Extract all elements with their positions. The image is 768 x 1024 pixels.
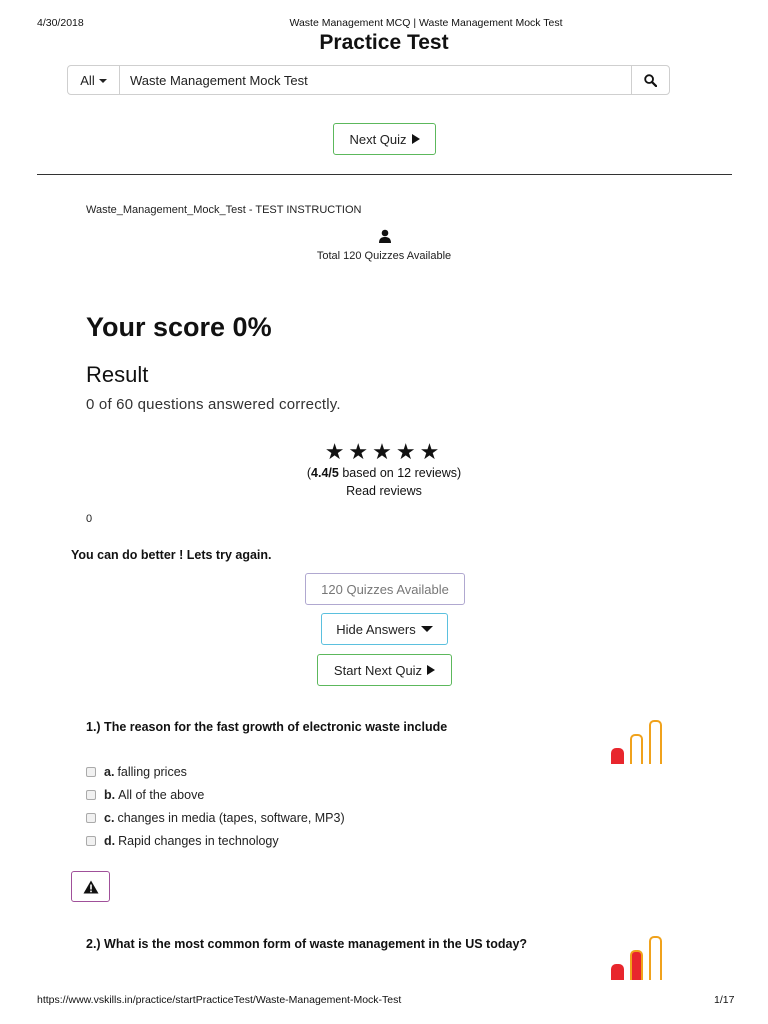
option-letter: b. — [104, 788, 116, 802]
result-heading: Result — [86, 362, 149, 387]
rating-value: 4.4/5 — [311, 466, 339, 480]
start-next-quiz-button[interactable] — [317, 654, 452, 686]
rating-suffix: based on 12 reviews) — [338, 466, 462, 480]
warning-icon — [83, 880, 99, 894]
option-letter: c. — [104, 811, 115, 825]
print-doc-title: Waste Management MCQ | Waste Management Mock Test — [289, 17, 563, 29]
test-instruction-link[interactable]: Waste_Management_Mock_Test - TEST INSTRUCTION — [86, 204, 362, 216]
play-icon — [427, 665, 435, 675]
search-bar — [67, 65, 670, 95]
hide-answers-label: Hide Answers — [336, 621, 416, 637]
option-letter: a. — [104, 765, 115, 779]
start-next-quiz-label: Start Next Quiz — [333, 662, 423, 678]
option-checkbox[interactable] — [86, 790, 96, 800]
question-1-text: 1.) The reason for the fast growth of electronic waste include — [86, 720, 448, 734]
option-checkbox[interactable] — [86, 767, 96, 777]
option-checkbox[interactable] — [86, 836, 96, 846]
play-icon — [412, 134, 420, 144]
rating-stars[interactable]: ★★★★★ — [324, 439, 444, 464]
caret-down-icon — [421, 626, 433, 632]
option-text: All of the above — [118, 788, 205, 802]
difficulty-bar-2 — [630, 950, 643, 980]
user-icon — [378, 229, 392, 243]
encourage-message: You can do better ! Lets try again. — [71, 548, 272, 562]
read-reviews-link[interactable]: Read reviews — [346, 484, 422, 498]
points-value: 0 — [86, 513, 93, 525]
print-url: https://www.vskills.in/practice/startPracticeTest/Waste-Management-Mock-Test — [37, 994, 402, 1006]
total-quizzes: Total 120 Quizzes Available — [316, 250, 452, 262]
search-icon — [644, 74, 657, 87]
option-text: falling prices — [117, 765, 187, 779]
difficulty-medium-icon — [609, 934, 665, 980]
caret-down-icon — [99, 79, 107, 83]
difficulty-easy-icon — [609, 718, 665, 764]
difficulty-bar-1 — [611, 964, 624, 980]
option-c[interactable] — [86, 811, 345, 825]
option-b[interactable] — [86, 788, 204, 802]
quizzes-available-button[interactable]: 120 Quizzes Available — [305, 573, 465, 605]
option-d[interactable] — [86, 834, 279, 848]
category-label: All — [80, 72, 95, 88]
search-button[interactable] — [631, 66, 669, 94]
difficulty-bar-3 — [649, 720, 662, 764]
next-quiz-button[interactable] — [333, 123, 436, 155]
print-date: 4/30/2018 — [37, 17, 84, 29]
option-text: Rapid changes in technology — [118, 834, 279, 848]
page-title: Practice Test — [319, 31, 449, 54]
difficulty-bar-3 — [649, 936, 662, 980]
option-checkbox[interactable] — [86, 813, 96, 823]
category-dropdown[interactable] — [68, 66, 120, 94]
report-button[interactable] — [71, 871, 110, 902]
search-input[interactable] — [120, 66, 633, 94]
option-letter: d. — [104, 834, 116, 848]
difficulty-bar-1 — [611, 748, 624, 764]
print-page-number: 1/17 — [714, 994, 735, 1006]
difficulty-bar-2 — [630, 734, 643, 764]
score-heading: Your score 0% — [86, 312, 272, 342]
rating-open: ( — [306, 466, 312, 480]
result-summary: 0 of 60 questions answered correctly. — [86, 396, 341, 413]
rating-summary — [0, 466, 768, 480]
divider — [37, 174, 732, 175]
next-quiz-label: Next Quiz — [349, 131, 407, 147]
option-a[interactable] — [86, 765, 187, 779]
hide-answers-button[interactable] — [321, 613, 448, 645]
question-2-text: 2.) What is the most common form of waste management in the US today? — [86, 937, 528, 951]
option-text: changes in media (tapes, software, MP3) — [117, 811, 345, 825]
